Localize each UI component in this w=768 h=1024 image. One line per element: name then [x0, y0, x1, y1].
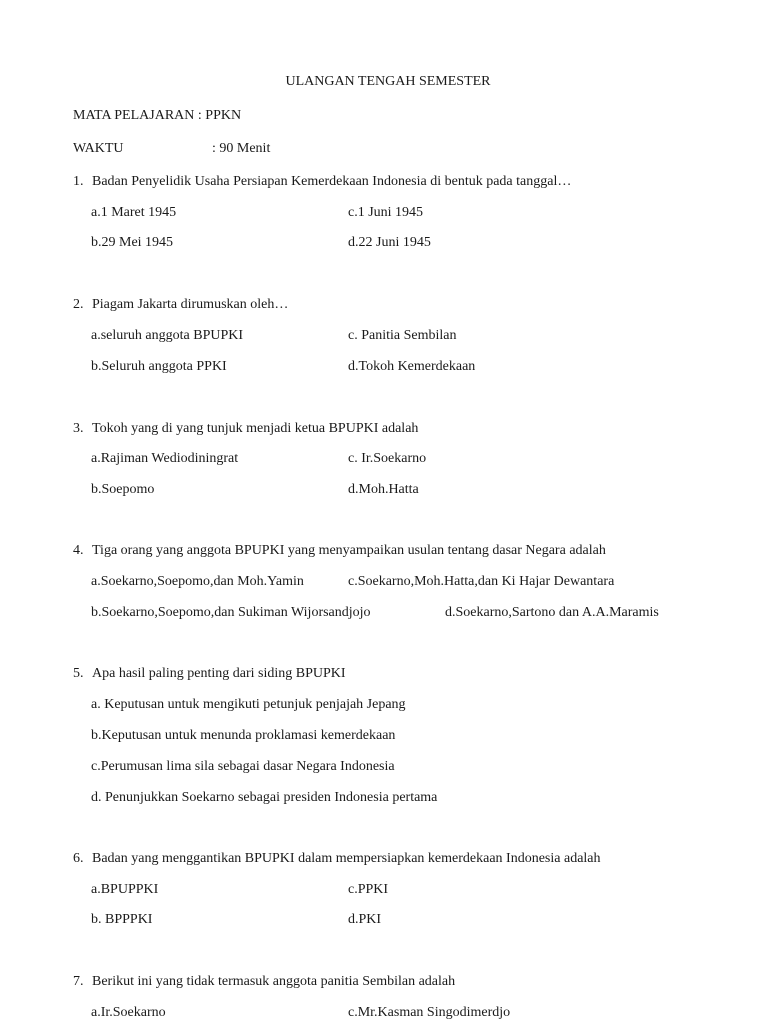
time-label: WAKTU	[73, 141, 124, 156]
question-number: 1.	[73, 174, 84, 189]
option-d: d.PKI	[348, 912, 382, 927]
option-a: a.Ir.Soekarno	[91, 1005, 166, 1020]
page-title: ULANGAN TENGAH SEMESTER	[285, 74, 491, 89]
time-value: : 90 Menit	[212, 141, 271, 156]
option-b: b.Seluruh anggota PPKI	[91, 359, 227, 374]
option-b: b.Keputusan untuk menunda proklamasi kemerdekaan	[91, 728, 396, 743]
question-text: Tokoh yang di yang tunjuk menjadi ketua BPUPKI adalah	[92, 421, 419, 436]
option-a: a.Rajiman Wediodiningrat	[91, 451, 239, 466]
option-a: a.1 Maret 1945	[91, 205, 177, 220]
question-number: 6.	[73, 851, 84, 866]
option-a: a. Keputusan untuk mengikuti petunjuk penjajah Jepang	[91, 697, 406, 712]
question-text: Apa hasil paling penting dari siding BPUPKI	[92, 666, 346, 681]
question-number: 2.	[73, 297, 84, 312]
question-number: 5.	[73, 666, 84, 681]
subject-label: MATA PELAJARAN : PPKN	[73, 108, 242, 123]
question-text: Berikut ini yang tidak termasuk anggota panitia Sembilan adalah	[92, 974, 456, 989]
question-text: Tiga orang yang anggota BPUPKI yang menyampaikan usulan tentang dasar Negara adalah	[92, 543, 606, 558]
option-c: c. Ir.Soekarno	[348, 451, 427, 466]
option-c: c.Soekarno,Moh.Hatta,dan Ki Hajar Dewantara	[348, 574, 615, 589]
option-c: c.PPKI	[348, 882, 389, 897]
option-d: d.Moh.Hatta	[348, 482, 419, 497]
option-d: d.Soekarno,Sartono dan A.A.Maramis	[445, 605, 659, 620]
option-b: b.Soepomo	[91, 482, 155, 497]
option-a: a.Soekarno,Soepomo,dan Moh.Yamin	[91, 574, 304, 589]
option-c: c.1 Juni 1945	[348, 205, 424, 220]
question-text: Badan yang menggantikan BPUPKI dalam mempersiapkan kemerdekaan Indonesia adalah	[92, 851, 601, 866]
option-d: d.22 Juni 1945	[348, 235, 431, 250]
option-a: a.BPUPPKI	[91, 882, 159, 897]
question-number: 7.	[73, 974, 84, 989]
option-b: b.29 Mei 1945	[91, 235, 174, 250]
question-number: 3.	[73, 421, 84, 436]
option-b: b.Soekarno,Soepomo,dan Sukiman Wijorsandjojo	[91, 605, 371, 620]
question-number: 4.	[73, 543, 84, 558]
option-c: c. Panitia Sembilan	[348, 328, 457, 343]
option-c: c.Mr.Kasman Singodimerdjo	[348, 1005, 511, 1020]
option-a: a.seluruh anggota BPUPKI	[91, 328, 244, 343]
option-b: b. BPPPKI	[91, 912, 153, 927]
question-text: Badan Penyelidik Usaha Persiapan Kemerdekaan Indonesia di bentuk pada tanggal…	[92, 174, 572, 189]
question-text: Piagam Jakarta dirumuskan oleh…	[92, 297, 289, 312]
option-c: c.Perumusan lima sila sebagai dasar Negara Indonesia	[91, 759, 395, 774]
option-d: d. Penunjukkan Soekarno sebagai presiden Indonesia pertama	[91, 790, 438, 805]
option-d: d.Tokoh Kemerdekaan	[348, 359, 476, 374]
